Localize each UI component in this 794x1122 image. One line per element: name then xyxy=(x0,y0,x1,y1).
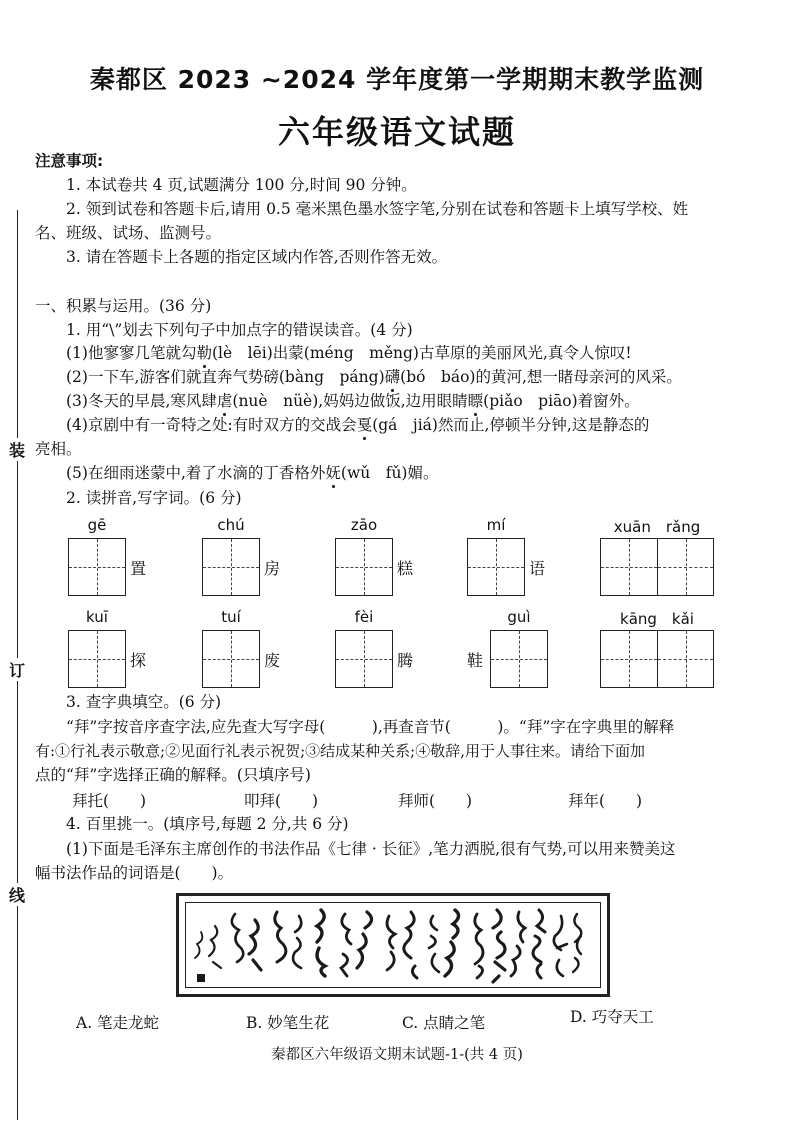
q1-line-3: (3)冬天的早晨,寒风肆虐(nuè nüè),妈妈边做饭,边用眼睛瞟(piǎo piāo)着窗外。 xyxy=(66,392,640,410)
calligraphy-artwork xyxy=(176,893,610,997)
pinyin-label: mí xyxy=(486,516,506,534)
calligraphy-strokes xyxy=(179,896,607,994)
grid-suffix: 废 xyxy=(264,651,281,670)
q3-item-3[interactable]: 拜师( ) xyxy=(398,792,473,810)
writing-grid[interactable] xyxy=(68,538,126,596)
pinyin-label: kuī xyxy=(86,608,108,626)
pinyin-label: xuān rǎng xyxy=(613,518,701,536)
q1-prompt: 1. 用“\”划去下列句子中加点字的错误读音。(4 分) xyxy=(66,321,413,339)
writing-grid[interactable] xyxy=(490,630,548,688)
pinyin-label: chú xyxy=(217,516,245,534)
writing-grid[interactable] xyxy=(600,538,714,596)
writing-grid[interactable] xyxy=(335,630,393,688)
grid-prefix: 鞋 xyxy=(467,651,484,670)
notice-item-1: 1. 本试卷共 4 页,试题满分 100 分,时间 90 分钟。 xyxy=(66,176,417,194)
page-footer: 秦都区六年级语文期末试题-1-(共 4 页) xyxy=(271,1047,523,1063)
q4-option-d[interactable]: D. 巧夺天工 xyxy=(570,1008,654,1026)
binding-mark-ding: 订 xyxy=(7,658,27,681)
q3-item-2[interactable]: 叩拜( ) xyxy=(244,792,319,810)
binding-mark-xian: 线 xyxy=(7,883,27,906)
q1-line-1: (1)他寥寥几笔就勾勒(lè lēi)出蒙(méng měng)古草原的美丽风光,真令人惊叹! xyxy=(66,344,632,362)
pinyin-label: fèi xyxy=(354,608,374,626)
writing-grid[interactable] xyxy=(202,538,260,596)
q3-prompt: 3. 查字典填空。(6 分) xyxy=(66,693,222,711)
q4-option-c[interactable]: C. 点睛之笔 xyxy=(402,1014,486,1032)
q1-line-4-cont: 亮相。 xyxy=(35,440,82,458)
section1-heading: 一、积累与运用。(36 分) xyxy=(35,297,212,315)
grid-suffix: 置 xyxy=(130,559,147,578)
grid-suffix: 探 xyxy=(130,651,147,670)
notice-item-2-cont: 名、班级、试场、监测号。 xyxy=(35,224,222,242)
q4-option-b[interactable]: B. 妙笔生花 xyxy=(246,1014,330,1032)
pinyin-label: zāo xyxy=(350,516,378,534)
exam-title: 秦都区 2023 ~2024 学年度第一学期期末教学监测 xyxy=(89,65,705,94)
grid-suffix: 腾 xyxy=(397,651,414,670)
q1-line-4: (4)京剧中有一奇特之处:有时双方的交战会戛(gá jiá)然而止,停顿半分钟,这是静态的 xyxy=(66,416,650,434)
writing-grid[interactable] xyxy=(467,538,525,596)
grid-suffix: 语 xyxy=(529,559,546,578)
q3-line-2: 有:①行礼表示敬意;②见面行礼表示祝贺;③结成某种关系;④敬辞,用于人事往来。请给下面加 xyxy=(35,742,645,760)
dotted-char: 勒 xyxy=(196,344,212,362)
dotted-char: 妩 xyxy=(325,464,341,482)
q4-option-a[interactable]: A. 笔走龙蛇 xyxy=(76,1014,160,1032)
q4-prompt: 4. 百里挑一。(填序号,每题 2 分,共 6 分) xyxy=(66,815,349,833)
q3-item-1[interactable]: 拜托( ) xyxy=(72,792,147,810)
pinyin-label: tuí xyxy=(221,608,241,626)
grid-suffix: 房 xyxy=(264,559,281,578)
pinyin-label: gē xyxy=(87,516,107,534)
dotted-char: 礴 xyxy=(384,368,401,386)
q1-line-5: (5)在细雨迷蒙中,着了水滴的丁香格外妩(wǔ fǔ)媚。 xyxy=(66,464,439,482)
binding-mark-zhuang: 装 xyxy=(7,438,27,461)
pinyin-label: kāng kǎi xyxy=(620,610,694,628)
notice-item-2: 2. 领到试卷和答题卡后,请用 0.5 毫米黑色墨水签字笔,分别在试卷和答题卡上填写学校、姓 xyxy=(66,200,689,218)
q4-sub1-line-1: (1)下面是毛泽东主席创作的书法作品《七律 · 长征》,笔力洒脱,很有气势,可以用来赞美这 xyxy=(66,840,676,858)
dotted-char: 虐 xyxy=(216,392,233,410)
notice-item-3: 3. 请在答题卡上各题的指定区域内作答,否则作答无效。 xyxy=(66,248,448,266)
pinyin-label: guì xyxy=(507,608,531,626)
q4-sub1-line-2: 幅书法作品的词语是( )。 xyxy=(35,864,234,882)
writing-grid[interactable] xyxy=(600,630,714,688)
notice-heading: 注意事项: xyxy=(35,152,104,170)
writing-grid[interactable] xyxy=(335,538,393,596)
grid-suffix: 糕 xyxy=(397,559,414,578)
dotted-char: 戛 xyxy=(356,416,373,434)
q2-prompt: 2. 读拼音,写字词。(6 分) xyxy=(66,489,242,507)
q1-line-2: (2)一下车,游客们就直奔气势磅(bàng páng)礴(bó báo)的黄河,想一睹母亲河的风采。 xyxy=(66,368,682,386)
writing-grid[interactable] xyxy=(202,630,260,688)
dotted-char: 瞟 xyxy=(467,392,484,410)
q3-item-4[interactable]: 拜年( ) xyxy=(568,792,643,810)
q3-line-1: “拜”字按音序查字法,应先查大写字母( ),再查音节( )。“拜”字在字典里的解释 xyxy=(66,718,675,736)
exam-subtitle: 六年级语文试题 xyxy=(277,113,516,151)
writing-grid[interactable] xyxy=(68,630,126,688)
q3-line-3: 点的“拜”字选择正确的解释。(只填序号) xyxy=(35,766,311,784)
